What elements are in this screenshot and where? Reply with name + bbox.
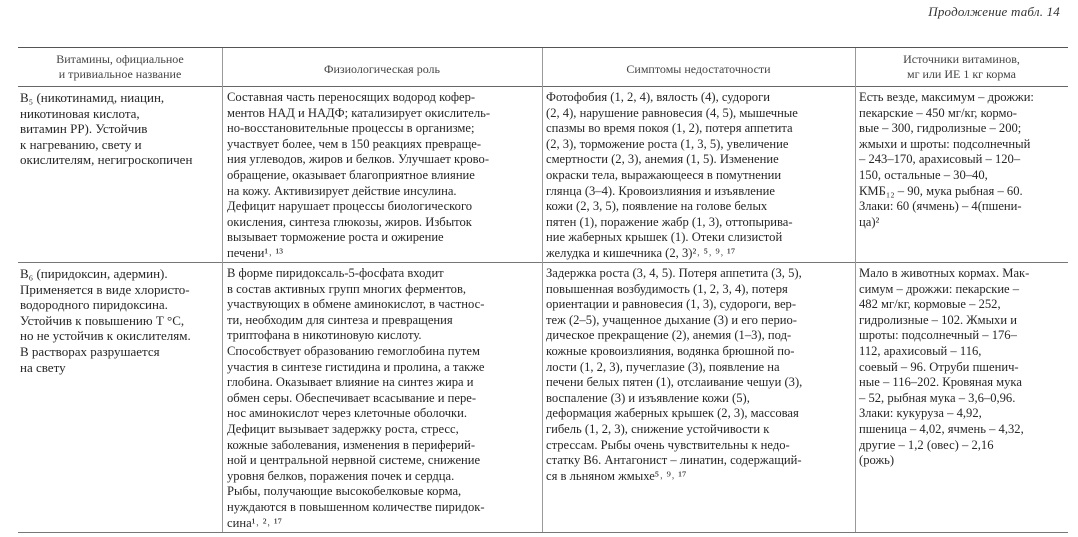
column-divider xyxy=(542,48,543,532)
header-vitamin-name: Витамины, официальное и тривиальное название xyxy=(56,52,184,81)
row-b6-symptoms-cell: Задержка роста (3, 4, 5). Потеря аппетита (3, 5), повышенная возбудимость (1, 2, 3, 4), потеря ориентации и равновесия (1, 3), судороги, вер- теж (2–5), учащенное дыхание (3) и его перио- дическое прекращение (2), анемия (1–3), под- кожные кровоизлияния, водянка брюшной по- лости (1, 2, 3), пучеглазие (3), появление на печени белых пятен (1), отслаивание чешуи (3), воспаление (3) и изъявление кожи (5), деформация жаберных крышек (2, 3), массовая гибель (1, 2, 3), снижение устойчивости к стрессам. Рыбы очень чувствительны к недо- статку В6. Антагонист – линатин, содержащий- ся в льняном жмыхе⁵˒ ⁹˒ ¹⁷ xyxy=(546,266,803,483)
column-divider xyxy=(222,48,223,532)
row-b5-role-cell: Составная часть переносящих водород кофер- ментов НАД и НАДФ; катализирует окислитель- но-восстановительные процессы в организме; участвует более, чем в 150 реакциях превраще- ния углеводов, жиров и белков. Улучшает крово- обращение, оказывает благоприятное влияние на кожу. Активизирует действие инсулина. Дефицит нарушает процессы биологического окисления, синтеза глюкозы, жиров. Избыток вызывает торможение роста и ожирение печени¹˒ ¹³ xyxy=(227,90,491,260)
row-b5-symptoms-cell: Фотофобия (1, 2, 4), вялость (4), судороги (2, 4), нарушение равновесия (4, 5), мышечные спазмы во время покоя (1, 2), потеря аппетита (2, 3), торможение роста (1, 3, 5), увеличение смертности (2, 3), анемия (1, 5). Изменение окраски тела, выражающееся в помутнении глянца (3–4). Кровоизлияния и изъявление кожи (2, 3, 5), появление на голове белых пятен (1), поражение жабр (1, 3), оттопырива- ние жаберных крышек (1). Отеки слизистой желудка и кишечника (2, 3)²˒ ⁵˒ ⁹˒ ¹⁷ xyxy=(546,90,798,260)
row-b5-sources-cell: Есть везде, максимум – дрожжи: пекарские – 450 мг/кг, кормо- вые – 300, гидролизные – 200; жмыхи и шроты: подсолнечный – 243–170, арахисовый – 120– 150, остальные – 30–40, КМБ₁₂ – 90, мука рыбная – 60. Злаки: 60 (ячмень) – 4(пшени- ца)² xyxy=(859,90,1034,229)
row-divider-rule xyxy=(18,262,1068,263)
column-divider xyxy=(855,48,856,532)
row-b6-role-cell: В форме пиридоксаль-5-фосфата входит в состав активных групп многих ферментов, участвующих в обмене аминокислот, в частнос- ти, необходим для синтеза и превращения триптофана в никотиновую кислоту. Способствует образованию гемоглобина путем участия в синтезе гистидина и пролина, а также глобина. Оказывает влияние на синтез жира и обмен серы. Обеспечивает всасывание и пере- нос аминокислот через клеточные оболочки. Дефицит вызывает задержку роста, стресс, кожные заболевания, изменения в периферий- ной и центральной нервной системе, снижение уровня белков, поражения почек и сердца. Рыбы, получающие высокобелковые корма, нуждаются в повышенном количестве пиридок- сина¹˒ ²˒ ¹⁷ xyxy=(227,266,485,530)
row-b6-sources-cell: Мало в животных кормах. Мак- симум – дрожжи: пекарские – 482 мг/кг, кормовые – 252, гидролизные – 102. Жмыхи и шроты: подсолнечный – 176– 112, арахисовый – 116, соевый – 96. Отруби пшенич- ные – 116–202. Кровяная мука – 52, рыбная мука – 3,6–0,96. Злаки: кукуруза – 4,92, пшеница – 4,02, ячмень – 4,32, другие – 1,2 (овес) – 2,16 (рожь) xyxy=(859,266,1030,468)
header-vitamin-sources: Источники витаминов, мг или ИЕ 1 кг корма xyxy=(903,52,1020,81)
header-physiological-role: Физиологическая роль xyxy=(323,62,441,76)
row-b6-vitamin-cell: B₆ (пиридоксин, адермин). Применяется в виде хлористо- водородного пиридоксина. Устойчив к повышению Т °С, но не устойчив к окислителям. В растворах разрушается на свету xyxy=(20,266,191,375)
header-deficiency-symptoms: Симптомы недостаточности xyxy=(626,62,771,76)
table-caption: Продолжение табл. 14 xyxy=(928,4,1060,19)
table-bottom-rule xyxy=(18,532,1068,533)
table-top-rule xyxy=(18,47,1068,48)
row-b5-vitamin-cell: B₅ (никотинамид, ниацин, никотиновая кислота, витамин PP). Устойчив к нагреванию, свету и окислителям, негигроскопичен xyxy=(20,90,193,168)
